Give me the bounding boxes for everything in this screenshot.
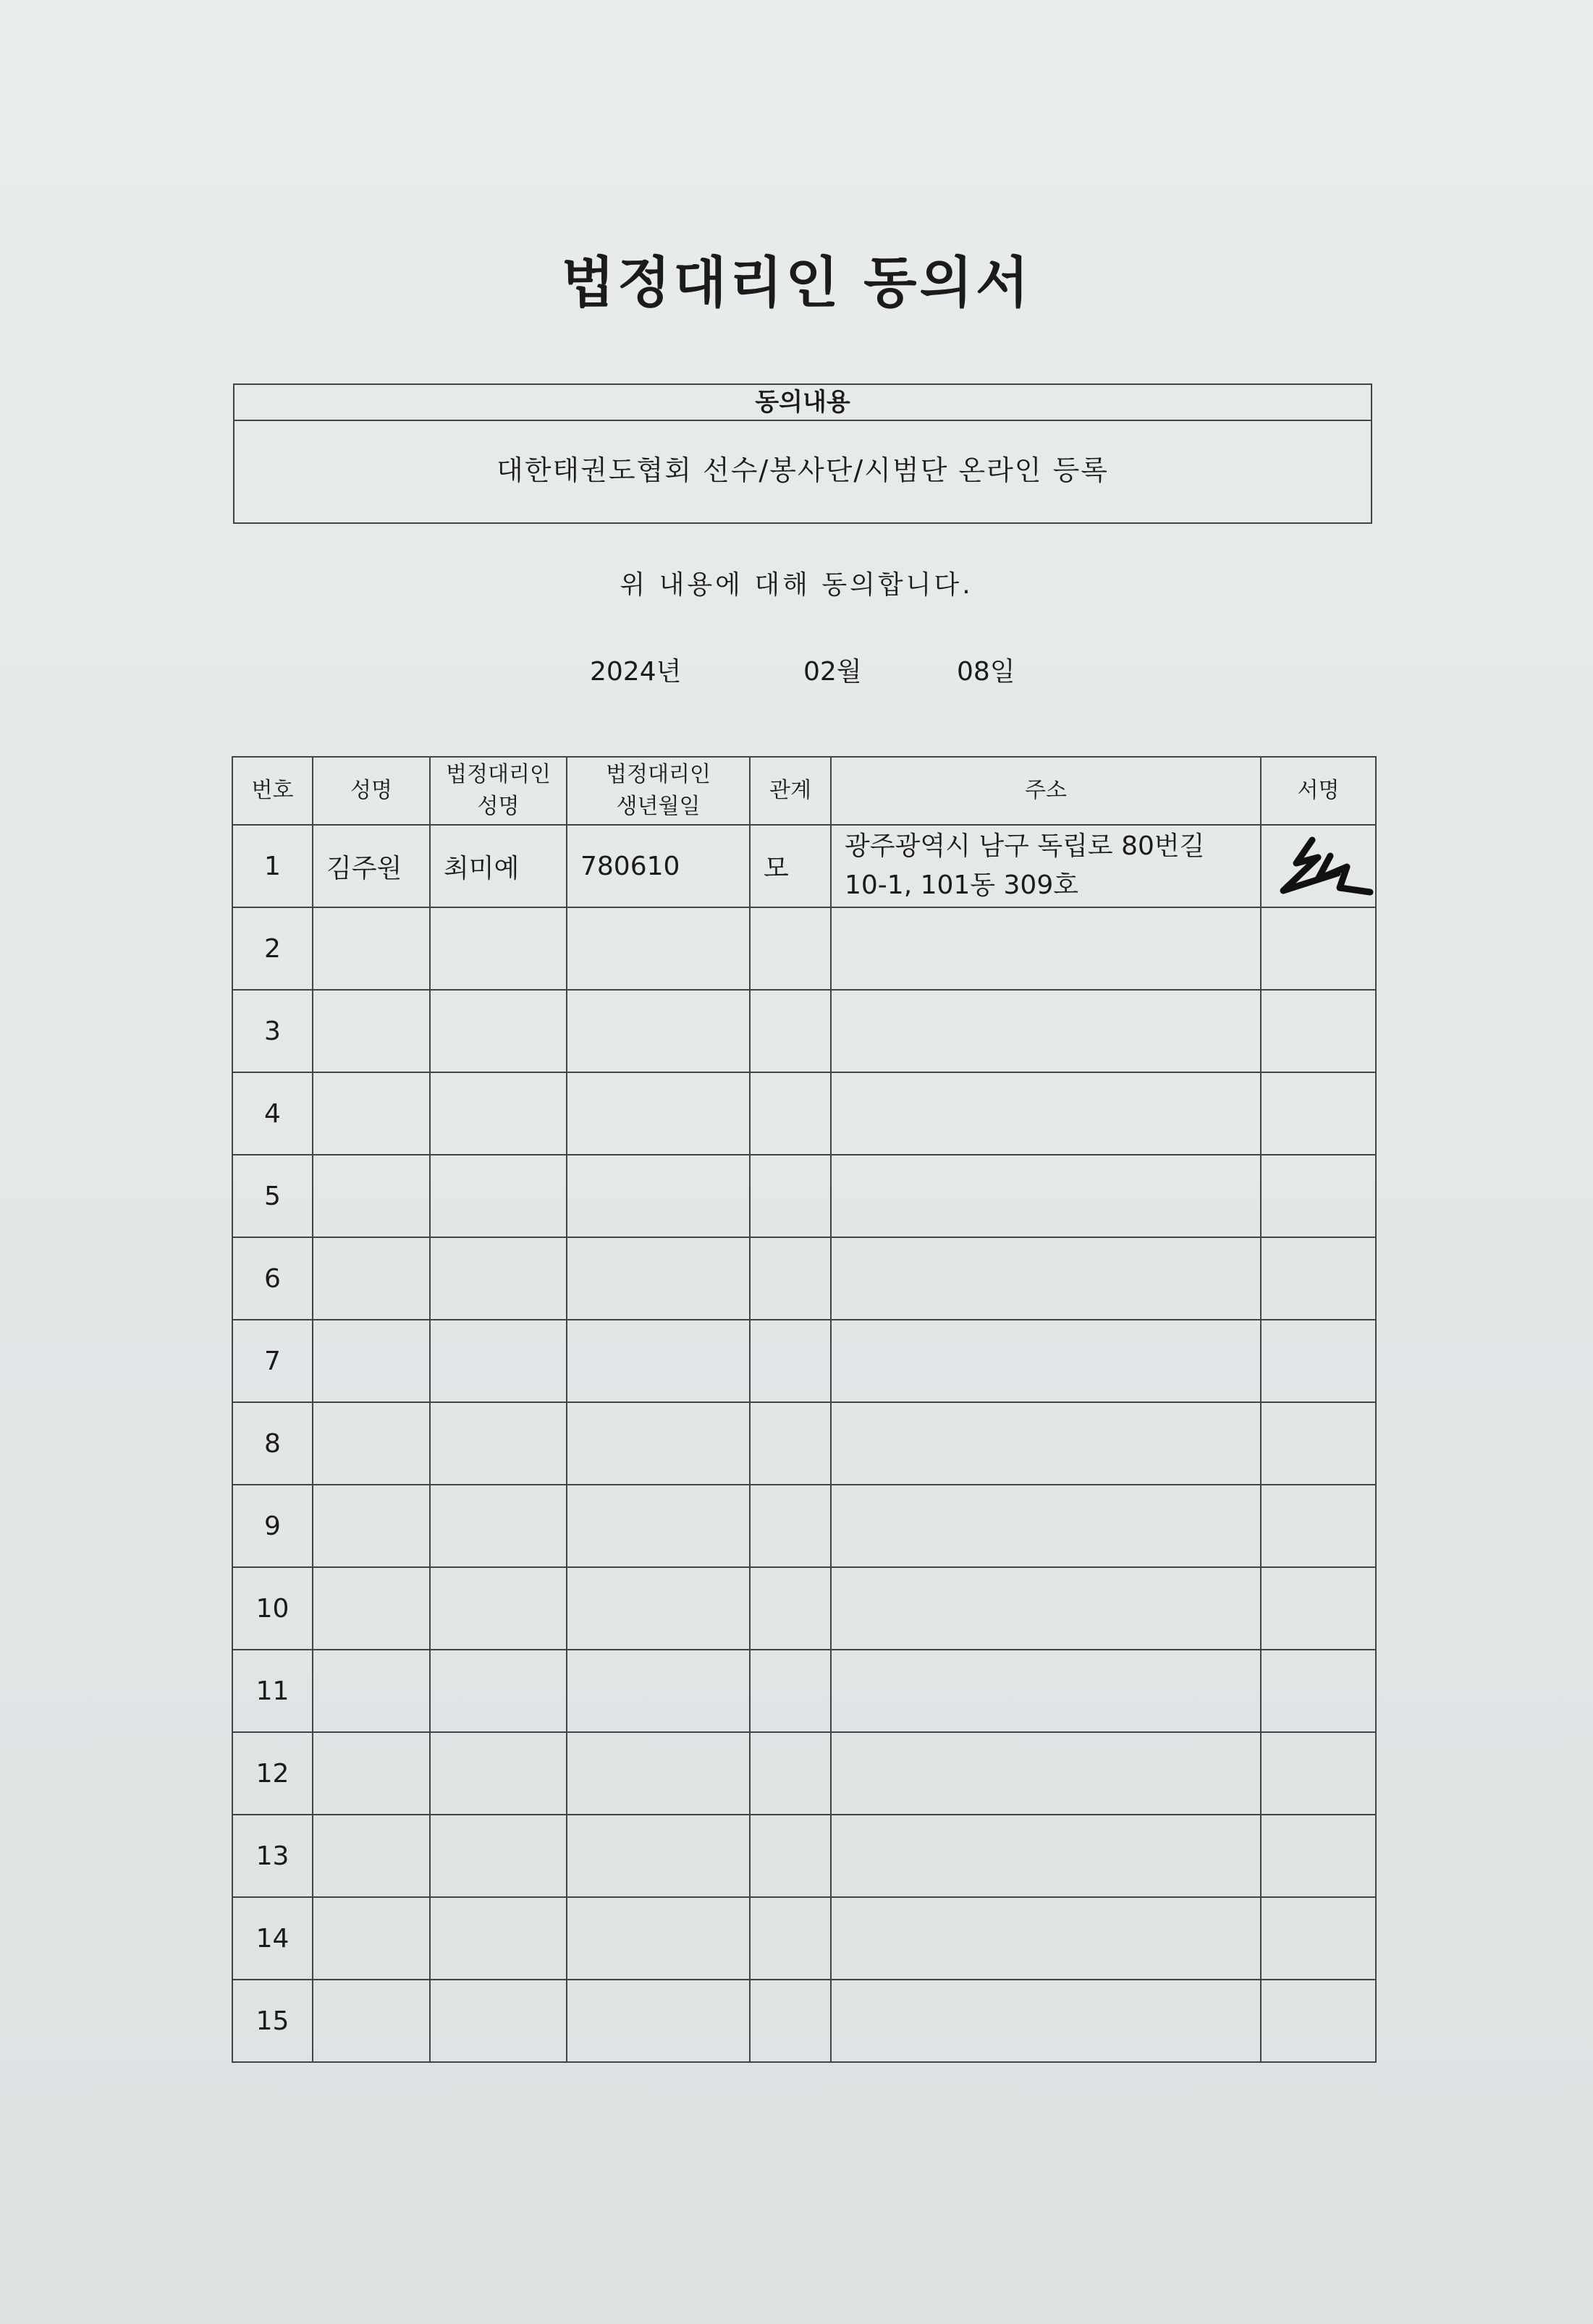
row-name [313, 907, 430, 990]
row-signature [1261, 1320, 1376, 1402]
row-signature [1261, 1650, 1376, 1732]
row-address [831, 1897, 1261, 1980]
row-signature [1261, 907, 1376, 990]
table-row [232, 1815, 1376, 1897]
row-guardian-name [430, 1732, 567, 1815]
row-no: 1 [232, 825, 313, 907]
header-guardian-name-line1: 법정대리인 [446, 762, 551, 787]
row-guardian-birth [567, 1815, 750, 1897]
header-signature: 서명 [1261, 757, 1376, 825]
row-signature [1261, 1732, 1376, 1815]
header-guardian-birth-line1: 법정대리인 [606, 762, 711, 787]
table-row [232, 1732, 1376, 1815]
row-relation [750, 1320, 831, 1402]
table-row [232, 1567, 1376, 1650]
table-row [232, 1485, 1376, 1567]
row-relation [750, 1072, 831, 1155]
row-guardian-birth [567, 1732, 750, 1815]
table-row [232, 1155, 1376, 1237]
table-row [232, 1072, 1376, 1155]
row-no: 8 [232, 1402, 313, 1485]
row-guardian-birth [567, 1237, 750, 1320]
table-row [232, 1897, 1376, 1980]
row-name [313, 1485, 430, 1567]
row-guardian-birth [567, 1072, 750, 1155]
date-day: 08일 [957, 657, 1015, 687]
header-address: 주소 [831, 757, 1261, 825]
row-address [831, 1732, 1261, 1815]
consent-header: 동의내용 [234, 385, 1371, 421]
row-signature [1261, 1897, 1376, 1980]
date-year: 2024년 [590, 657, 682, 687]
row-no: 14 [232, 1897, 313, 1980]
row-name [313, 1237, 430, 1320]
header-guardian-birth-line2: 생년월일 [616, 794, 701, 819]
row-no: 2 [232, 907, 313, 990]
row-guardian-name [430, 1980, 567, 2062]
row-guardian-name [430, 1650, 567, 1732]
table-row [232, 1650, 1376, 1732]
header-guardian-birth [567, 757, 750, 825]
row-name [313, 1567, 430, 1650]
row-guardian-birth [567, 1650, 750, 1732]
row-no: 7 [232, 1320, 313, 1402]
header-guardian-name-line2: 성명 [477, 794, 520, 819]
row-guardian-birth [567, 1567, 750, 1650]
row-signature [1261, 825, 1376, 907]
row-address [831, 1567, 1261, 1650]
row-relation [750, 907, 831, 990]
row-relation: 모 [750, 825, 831, 907]
row-name [313, 1402, 430, 1485]
row-no: 13 [232, 1815, 313, 1897]
table-row [232, 907, 1376, 990]
date-month: 02월 [803, 657, 862, 687]
row-signature [1261, 1072, 1376, 1155]
row-relation [750, 1155, 831, 1237]
document-title: 법정대리인 동의서 [561, 250, 1032, 315]
row-relation [750, 1980, 831, 2062]
header-relation: 관계 [750, 757, 831, 825]
row-guardian-birth [567, 1320, 750, 1402]
row-guardian-birth [567, 1980, 750, 2062]
row-no: 11 [232, 1650, 313, 1732]
row-signature [1261, 1237, 1376, 1320]
header-name: 성명 [313, 757, 430, 825]
table-row [232, 990, 1376, 1072]
row-relation [750, 1732, 831, 1815]
row-relation [750, 1402, 831, 1485]
row-name [313, 1732, 430, 1815]
row-name [313, 1072, 430, 1155]
row-name: 김주원 [313, 825, 430, 907]
row-name [313, 1980, 430, 2062]
row-no: 12 [232, 1732, 313, 1815]
row-signature [1261, 990, 1376, 1072]
row-relation [750, 1650, 831, 1732]
row-signature [1261, 1155, 1376, 1237]
row-address-line1: 광주광역시 남구 독립로 80번길 [845, 831, 1205, 861]
row-guardian-birth [567, 907, 750, 990]
row-guardian-birth [567, 1402, 750, 1485]
row-name [313, 990, 430, 1072]
row-relation [750, 1815, 831, 1897]
row-guardian-name [430, 1237, 567, 1320]
header-no: 번호 [232, 757, 313, 825]
header-guardian-name [430, 757, 567, 825]
row-address [831, 825, 1261, 907]
row-no: 9 [232, 1485, 313, 1567]
row-signature [1261, 1567, 1376, 1650]
table-row [232, 1237, 1376, 1320]
row-no: 6 [232, 1237, 313, 1320]
row-guardian-name: 최미예 [430, 825, 567, 907]
row-no: 15 [232, 1980, 313, 2062]
table-row [232, 825, 1376, 907]
row-no: 3 [232, 990, 313, 1072]
table-row [232, 1402, 1376, 1485]
row-guardian-name [430, 1897, 567, 1980]
row-guardian-birth [567, 1485, 750, 1567]
row-relation [750, 990, 831, 1072]
row-guardian-name [430, 990, 567, 1072]
row-guardian-name [430, 1320, 567, 1402]
row-address [831, 1815, 1261, 1897]
row-address-line2: 10-1, 101동 309호 [845, 870, 1079, 900]
row-relation [750, 1897, 831, 1980]
row-guardian-birth [567, 1155, 750, 1237]
row-address [831, 1320, 1261, 1402]
row-name [313, 1650, 430, 1732]
consent-body: 대한태권도협회 선수/봉사단/시범단 온라인 등록 [496, 454, 1109, 486]
row-address [831, 1155, 1261, 1237]
row-address [831, 1650, 1261, 1732]
row-relation [750, 1485, 831, 1567]
row-address [831, 1980, 1261, 2062]
table-header-row [232, 757, 1376, 825]
consent-box [233, 383, 1372, 524]
row-guardian-name [430, 907, 567, 990]
row-guardian-birth [567, 990, 750, 1072]
row-guardian-name [430, 1402, 567, 1485]
row-guardian-birth: 780610 [567, 825, 750, 907]
row-name [313, 1897, 430, 1980]
row-signature [1261, 1980, 1376, 2062]
row-address [831, 1485, 1261, 1567]
row-address [831, 990, 1261, 1072]
row-address [831, 1237, 1261, 1320]
handwritten-signature [1262, 827, 1385, 899]
row-relation [750, 1567, 831, 1650]
row-name [313, 1815, 430, 1897]
row-address [831, 1072, 1261, 1155]
row-signature [1261, 1402, 1376, 1485]
row-no: 4 [232, 1072, 313, 1155]
row-signature [1261, 1815, 1376, 1897]
roster-table [232, 756, 1377, 2063]
row-no: 10 [232, 1567, 313, 1650]
row-name [313, 1155, 430, 1237]
row-guardian-name [430, 1485, 567, 1567]
agree-statement: 위 내용에 대해 동의합니다. [620, 570, 973, 600]
row-no: 5 [232, 1155, 313, 1237]
row-address [831, 1402, 1261, 1485]
row-guardian-birth [567, 1897, 750, 1980]
table-row [232, 1320, 1376, 1402]
row-guardian-name [430, 1567, 567, 1650]
row-relation [750, 1237, 831, 1320]
row-name [313, 1320, 430, 1402]
row-signature [1261, 1485, 1376, 1567]
table-row [232, 1980, 1376, 2062]
row-guardian-name [430, 1072, 567, 1155]
row-guardian-name [430, 1155, 567, 1237]
row-guardian-name [430, 1815, 567, 1897]
row-address [831, 907, 1261, 990]
